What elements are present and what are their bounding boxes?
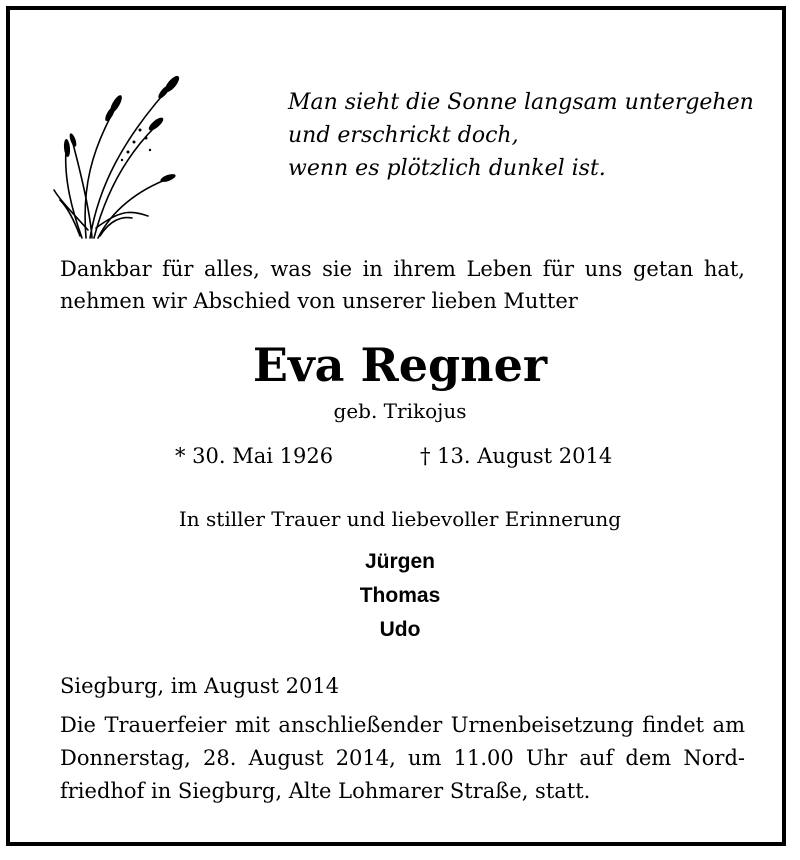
- intro-line: Dankbar für alles, was sie in ihrem Leben für uns getan hat,: [60, 257, 745, 281]
- poem: [288, 86, 754, 185]
- poem-line: wenn es plötzlich dunkel ist.: [288, 156, 606, 181]
- ceremony-line: Donnerstag, 28. August 2014, um 11.00 Uhr auf dem Nord-: [60, 746, 745, 770]
- ceremony-line: Die Trauerfeier mit anschließender Urnenbeisetzung findet am: [60, 713, 745, 737]
- intro-line: nehmen wir Abschied von unserer lieben Mutter: [60, 289, 578, 313]
- place-date: Siegburg, im August 2014: [60, 674, 340, 698]
- birth-date: * 30. Mai 1926: [175, 444, 334, 468]
- ceremony-text: [60, 709, 745, 808]
- mourning-text: In stiller Trauer und liebevoller Erinnerung: [178, 507, 622, 531]
- maiden-name: geb. Trikojus: [333, 399, 467, 423]
- wheat-icon: [50, 60, 200, 240]
- mourner-name: Jürgen: [364, 550, 435, 573]
- ceremony-line: friedhof in Siegburg, Alte Lohmarer Straße, statt.: [60, 779, 591, 803]
- poem-line: Man sieht die Sonne langsam untergehen: [288, 90, 754, 115]
- mourners-list: [0, 545, 800, 647]
- mourner-name: Udo: [379, 618, 421, 641]
- deceased-name: Eva Regner: [252, 338, 548, 392]
- mourner-name: Thomas: [359, 584, 441, 607]
- intro-text: [60, 253, 745, 317]
- poem-line: und erschrickt doch,: [288, 123, 519, 148]
- death-date: † 13. August 2014: [420, 444, 613, 468]
